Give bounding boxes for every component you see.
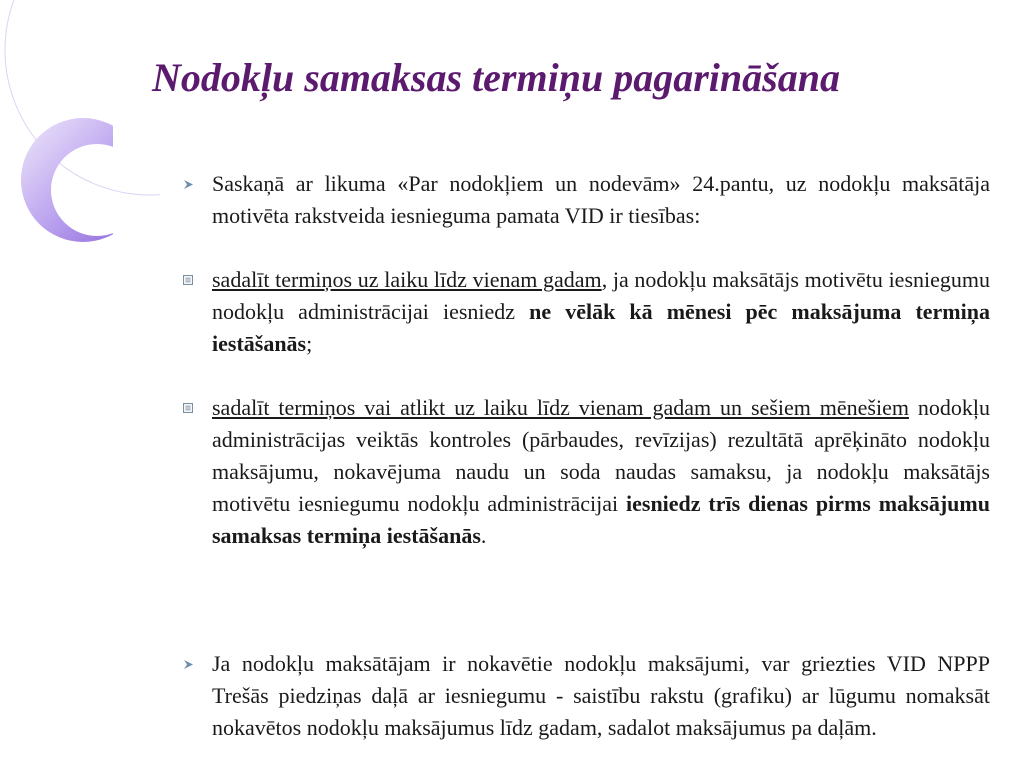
list-item-overdue-payments: [212, 648, 990, 744]
list-item-text: Ja nodokļu maksātājam ir nokavētie nodokļu maksājumi, var griezties VID NPPP Trešās piedziņas daļā ar iesniegumu - saistību rakstu (grafiku) ar lūgumu nomaksāt nokavētos nodokļu maksājumus līdz gadam, sadalot maksājumus pa daļām.: [212, 651, 990, 740]
underlined-phrase: sadalīt termiņos vai atlikt uz laiku līdz vienam gadam un sešiem mēnešiem: [212, 395, 909, 420]
list-item-text: , ja nodokļu maksātājs motivētu iesniegumu nodokļu administrācijai iesniedz: [212, 267, 991, 324]
list-item-text: Saskaņā ar likuma «Par nodokļiem un nodevām» 24.pantu, uz nodokļu maksātāja motivēta rakstveida iesnieguma pamata VID ir tiesības:: [212, 171, 990, 228]
decorative-crescent-graphic: [0, 0, 160, 260]
list-item-one-year: [212, 264, 990, 360]
square-bullet-icon: [178, 392, 198, 424]
slide-title: Nodokļu samaksas termiņu pagarināšana: [152, 55, 840, 100]
arrow-bullet-icon: [178, 168, 198, 200]
list-item-punctuation: .: [480, 523, 487, 548]
bullet-list: [212, 168, 990, 744]
list-item-eighteen-months: [212, 392, 990, 552]
square-bullet-icon: [178, 264, 198, 296]
arrow-bullet-icon: [178, 648, 198, 680]
list-item-text: nodokļu administrācijas veiktās kontroles (pārbaudes, revīzijas) rezultātā aprēķināto nodokļu maksājumu, nokavējuma naudu un soda naudas samaksu, ja nodokļu maksātājs motivētu iesniegumu nodokļu administrācijai: [212, 395, 990, 516]
underlined-phrase: sadalīt termiņos uz laiku līdz vienam gadam: [212, 267, 602, 292]
bold-phrase: iesniedz trīs dienas pirms maksājumu samaksas termiņa iestāšanās: [212, 491, 990, 548]
decorative-crescent: [21, 118, 145, 242]
bold-phrase: ne vēlāk kā mēnesi pēc maksājuma termiņa iestāšanās: [212, 299, 990, 356]
list-item-legal-basis: [212, 168, 990, 232]
list-item-punctuation: ;: [306, 331, 313, 356]
